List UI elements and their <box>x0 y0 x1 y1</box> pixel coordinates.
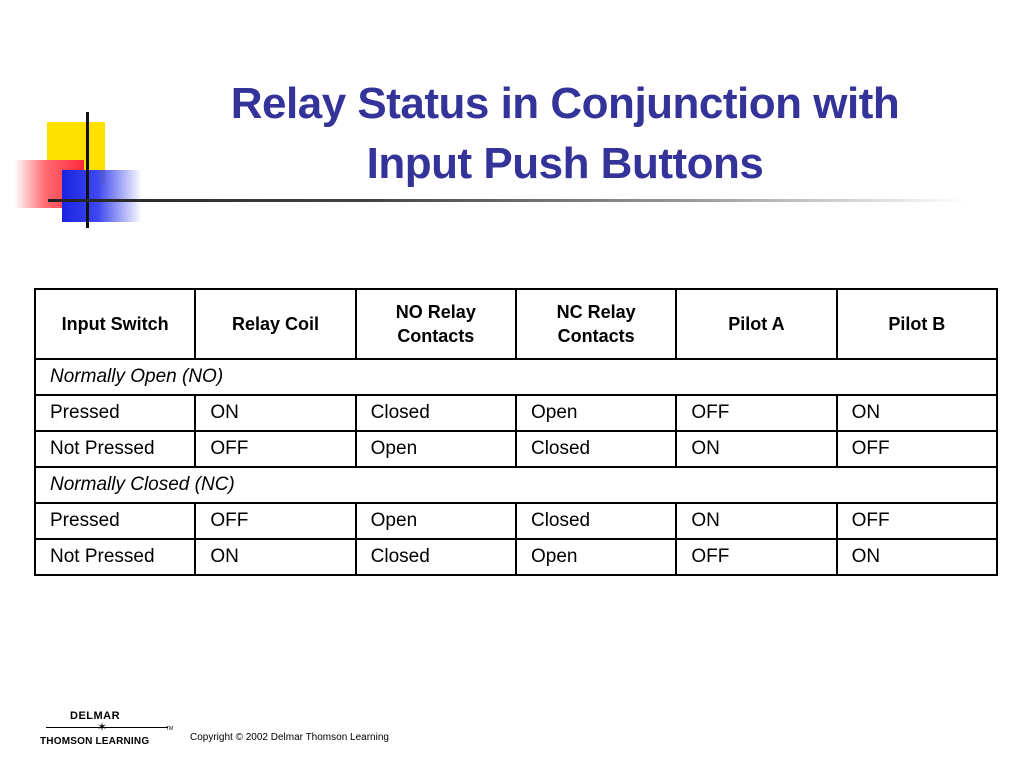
table-row <box>35 431 997 467</box>
table-row <box>35 539 997 575</box>
table-cell: Closed <box>516 503 676 539</box>
section-label: Normally Open (NO) <box>35 359 997 395</box>
vertical-rule <box>86 112 89 228</box>
table-row <box>35 503 997 539</box>
table-cell: Pressed <box>35 503 195 539</box>
table-header-row <box>35 289 997 359</box>
table-cell: ON <box>676 503 836 539</box>
section-label: Normally Closed (NC) <box>35 467 997 503</box>
table-cell: ON <box>676 431 836 467</box>
table-cell: OFF <box>837 431 997 467</box>
section-row-normally-open <box>35 359 997 395</box>
table-cell: ON <box>195 539 355 575</box>
table-cell: OFF <box>195 431 355 467</box>
table-cell: ON <box>195 395 355 431</box>
table-cell: Closed <box>516 431 676 467</box>
delmar-logo <box>40 708 176 748</box>
header-pilot-b: Pilot B <box>837 289 997 359</box>
table-cell: Open <box>516 539 676 575</box>
slide-title-line2: Input Push Buttons <box>366 139 764 188</box>
table-cell: Not Pressed <box>35 431 195 467</box>
header-nc-relay-contacts: NC Relay Contacts <box>516 289 676 359</box>
table-cell: Open <box>356 431 516 467</box>
table-cell: Closed <box>356 539 516 575</box>
table-cell: OFF <box>676 539 836 575</box>
logo-text-thomson-learning: THOMSON LEARNING <box>40 736 150 747</box>
relay-status-table <box>34 288 998 576</box>
section-row-normally-closed <box>35 467 997 503</box>
header-no-relay-contacts: NO Relay Contacts <box>356 289 516 359</box>
star-icon: ✶ <box>97 720 108 734</box>
table-cell: Pressed <box>35 395 195 431</box>
table-cell: ON <box>837 539 997 575</box>
table-cell: Closed <box>356 395 516 431</box>
table-cell: ON <box>837 395 997 431</box>
logo-trademark: TM <box>166 726 174 732</box>
table-cell: Not Pressed <box>35 539 195 575</box>
slide-title <box>170 74 960 194</box>
title-rule <box>48 199 968 202</box>
logo-text-delmar: DELMAR <box>70 710 121 722</box>
slide-title-line1: Relay Status in Conjunction with <box>230 79 900 128</box>
header-pilot-a: Pilot A <box>676 289 836 359</box>
table-row <box>35 395 997 431</box>
header-input-switch: Input Switch <box>35 289 195 359</box>
copyright-notice: Copyright © 2002 Delmar Thomson Learning <box>190 732 389 743</box>
table-cell: OFF <box>676 395 836 431</box>
blue-square <box>62 170 142 222</box>
header-relay-coil: Relay Coil <box>195 289 355 359</box>
table-cell: Open <box>516 395 676 431</box>
table-cell: Open <box>356 503 516 539</box>
table-cell: OFF <box>837 503 997 539</box>
table-cell: OFF <box>195 503 355 539</box>
